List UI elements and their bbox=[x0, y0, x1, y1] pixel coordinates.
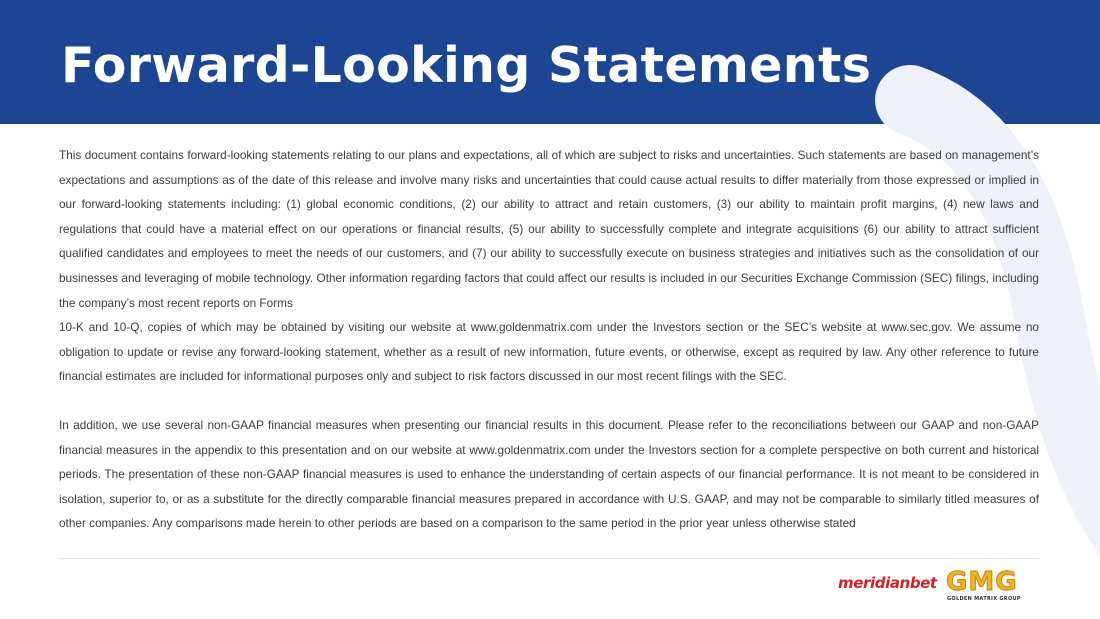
disclaimer-body bbox=[59, 143, 1039, 536]
header-banner bbox=[0, 0, 1100, 124]
non-gaap-paragraph: In addition, we use several non-GAAP financial measures when presenting our financial results in this document. Please refer to the reconciliations between our GAAP and non-GAAP financial measures in the appendix to this presentation and on our website at www.goldenmatrix.com under the Investors section for a complete perspective on both current and historical periods. The presentation of these non-GAAP financial measures is used to enhance the understanding of certain aspects of our financial performance. It is not meant to be considered in isolation, superior to, or as a substitute for the directly comparable financial measures prepared in accordance with U.S. GAAP, and may not be comparable to similarly titled measures of other companies. Any comparisons made herein to other periods are based on a comparison to the same period in the prior year unless otherwise stated bbox=[59, 417, 1039, 531]
gmg-logo-tagline: GOLDEN MATRIX GROUP bbox=[947, 596, 1021, 602]
gmg-logo bbox=[946, 567, 1040, 604]
footer-divider bbox=[59, 558, 1039, 559]
meridianbet-logo: meridianbet bbox=[838, 574, 937, 592]
gmg-logo-letters: GMG bbox=[946, 567, 1018, 597]
sec-filings-paragraph: 10-K and 10-Q, copies of which may be obtained by visiting our website at www.goldenmatrix.com under the Investors section or the SEC’s website at www.sec.gov. We assume no obligation to update or revise any forward-looking statement, whether as a result of new information, future events, or otherwise, except as required by law. Any other reference to future financial estimates are included for informational purposes only and subject to risk factors discussed in our most recent filings with the SEC. bbox=[59, 320, 1039, 384]
page-title: Forward-Looking Statements bbox=[61, 37, 872, 94]
forward-looking-paragraph: This document contains forward-looking statements relating to our plans and expectations, all of which are subject to risks and uncertainties. Such statements are based on management’s expectations and assumptions as of the date of this release and involve many risks and uncertainties that could cause actual results to differ materially from those expressed or implied in our forward-looking statements including: (1) global economic conditions, (2) our ability to attract and retain customers, (3) our ability to maintain profit margins, (4) new laws and regulations that could have a material effect on our operations or financial results, (5) our ability to successfully complete and integrate acquisitions (6) our ability to attract sufficient qualified candidates and employees to meet the needs of our customers, and (7) our ability to successfully execute on business strategies and initiatives such as the consolidation of our businesses and leveraging of mobile technology. Other information regarding factors that could affect our results is included in our Securities Exchange Commission (SEC) filings, including the company’s most recent reports on Forms bbox=[59, 148, 1039, 310]
